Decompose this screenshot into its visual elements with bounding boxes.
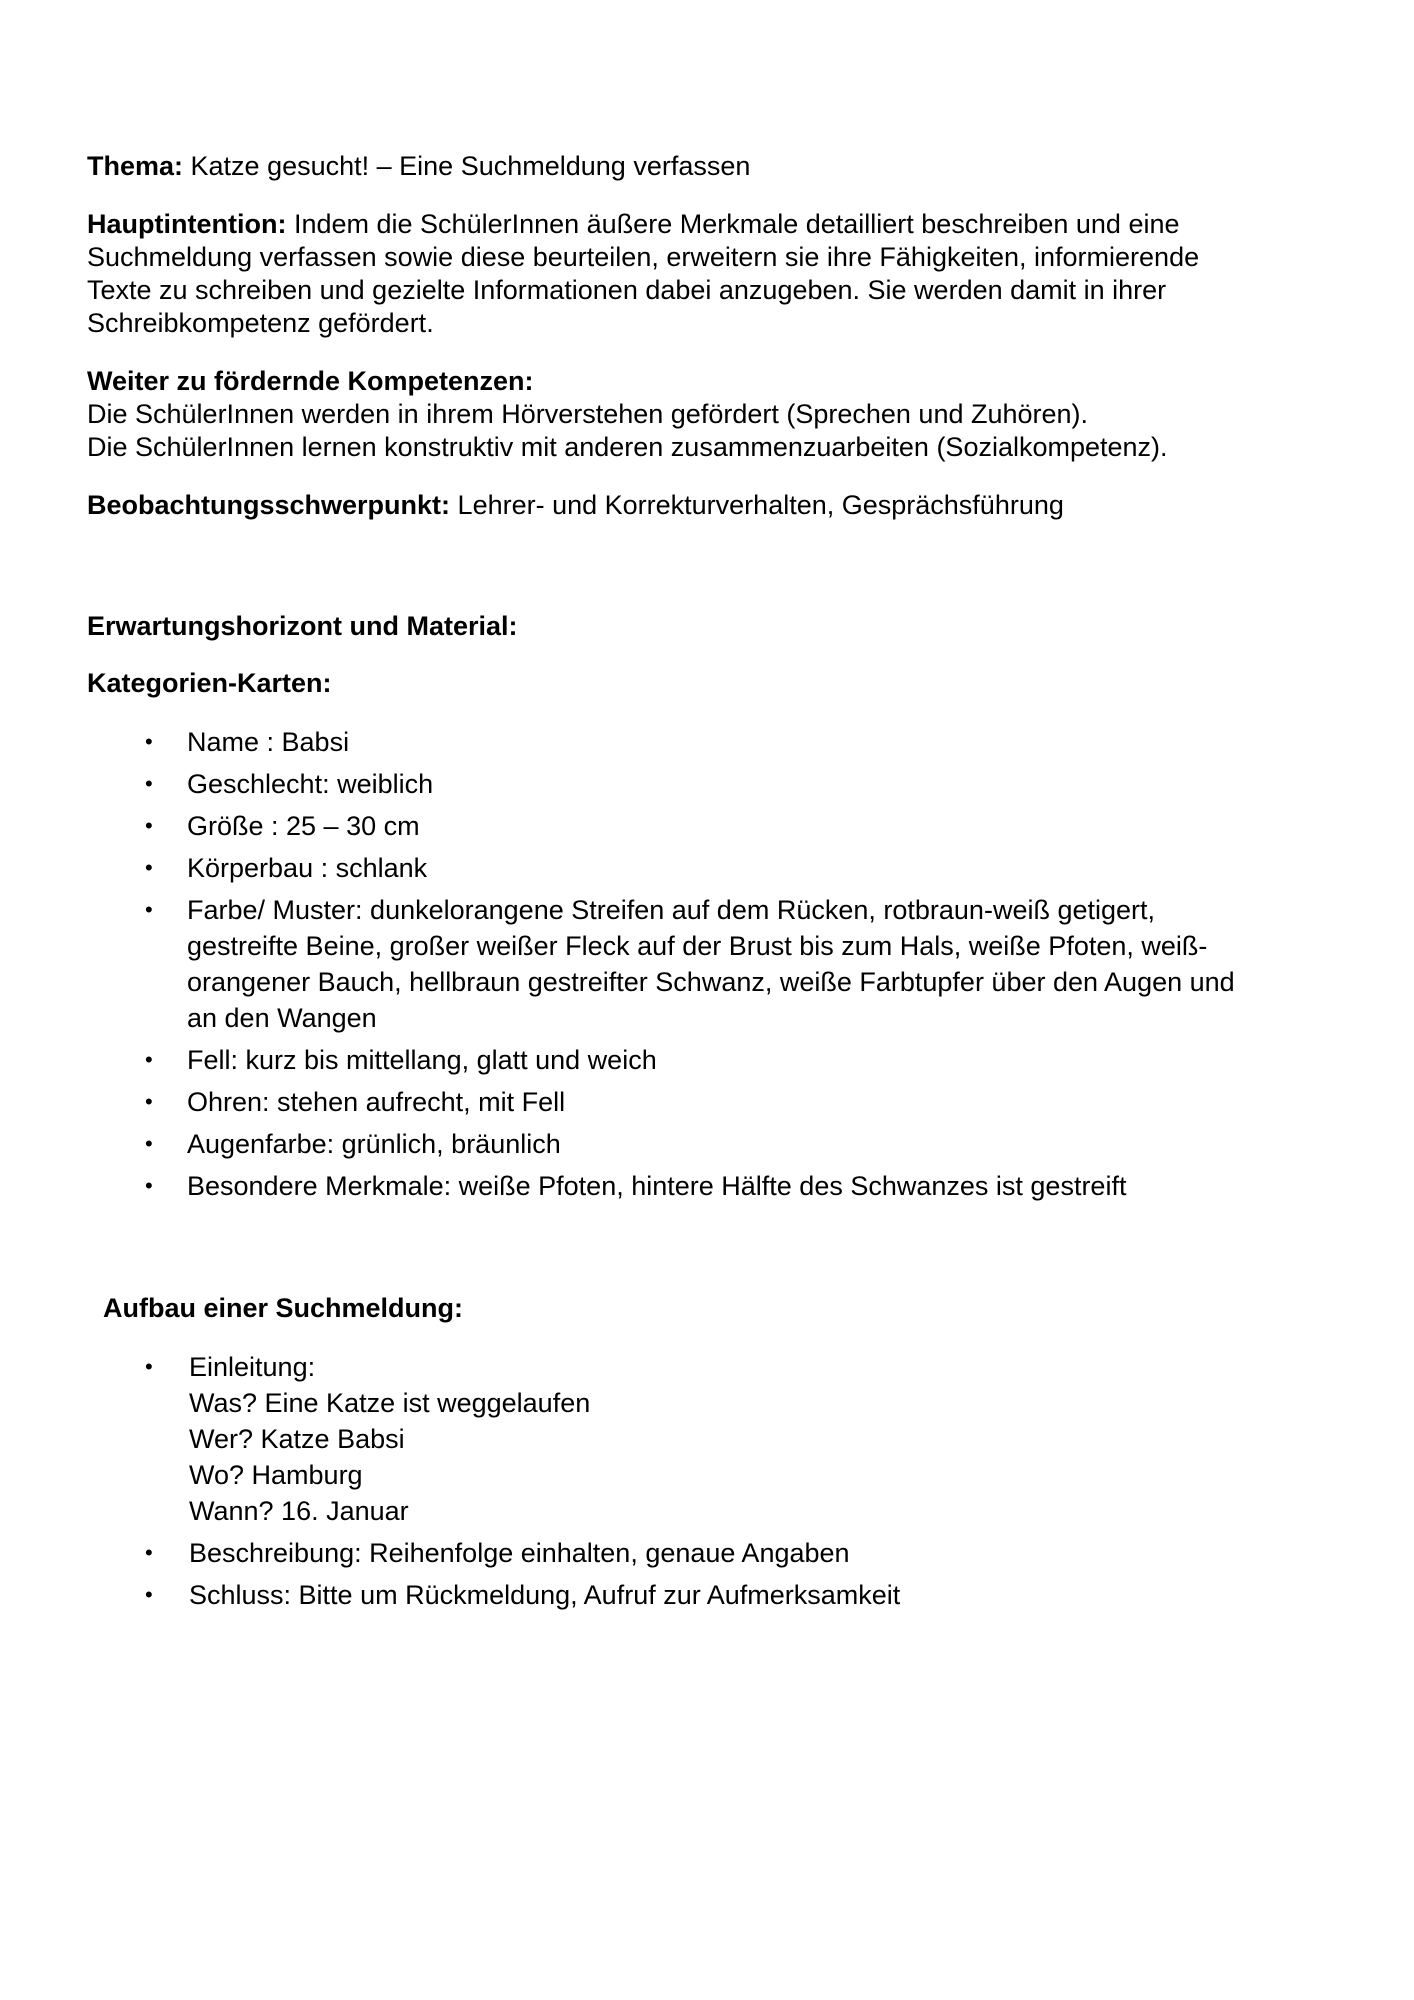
list-item	[87, 766, 1327, 802]
list-item-line: Farbe/ Muster: dunkelorangene Streifen auf dem Rücken, rotbraun-weiß getigert,	[187, 895, 1156, 925]
observation-label: Beobachtungsschwerpunkt:	[87, 490, 451, 520]
list-item-text: Größe : 25 – 30 cm	[187, 811, 420, 841]
list-item-line: Was? Eine Katze ist weggelaufen	[189, 1388, 591, 1418]
bullet-icon: •	[145, 897, 153, 922]
list-item-text: Name : Babsi	[187, 727, 350, 757]
bullet-icon: •	[145, 813, 153, 838]
bullet-icon: •	[145, 1047, 153, 1072]
observation-paragraph	[87, 489, 1327, 522]
bullet-icon: •	[145, 1540, 153, 1565]
list-item	[87, 850, 1327, 886]
bullet-icon: •	[145, 729, 153, 754]
list-item	[87, 1168, 1327, 1204]
list-item	[87, 1577, 1327, 1613]
list-item-text: Schluss: Bitte um Rückmeldung, Aufruf zur Aufmerksamkeit	[189, 1580, 901, 1610]
topic-label: Thema:	[87, 151, 184, 181]
intention-paragraph	[87, 208, 1327, 340]
list-item	[87, 1349, 1327, 1529]
list-item-text: Geschlecht: weiblich	[187, 769, 434, 799]
list-item-line: Wann? 16. Januar	[189, 1496, 409, 1526]
list-item-line: an den Wangen	[187, 1003, 377, 1033]
category-cards-list	[87, 724, 1327, 1204]
bullet-icon: •	[145, 771, 153, 796]
list-item	[87, 724, 1327, 760]
competencies-line: Die SchülerInnen werden in ihrem Hörverstehen gefördert (Sprechen und Zuhören).	[87, 399, 1089, 429]
bullet-icon: •	[145, 1354, 153, 1379]
expectation-heading: Erwartungshorizont und Material:	[87, 611, 518, 641]
list-item-text: Fell: kurz bis mittellang, glatt und weich	[187, 1045, 657, 1075]
category-cards-heading: Kategorien-Karten:	[87, 668, 332, 698]
observation-text: Lehrer- und Korrekturverhalten, Gesprächsführung	[450, 490, 1064, 520]
list-item-text: Körperbau : schlank	[187, 853, 428, 883]
document-page	[87, 150, 1327, 1619]
list-item-text: Beschreibung: Reihenfolge einhalten, genaue Angaben	[189, 1538, 850, 1568]
bullet-icon: •	[145, 1131, 153, 1156]
list-item-text: Besondere Merkmale: weiße Pfoten, hintere Hälfte des Schwanzes ist gestreift	[187, 1171, 1127, 1201]
intention-label: Hauptintention:	[87, 209, 287, 239]
list-item-text: Augenfarbe: grünlich, bräunlich	[187, 1129, 561, 1159]
competencies-label: Weiter zu fördernde Kompetenzen:	[87, 366, 534, 396]
list-item	[87, 808, 1327, 844]
list-item-text: Ohren: stehen aufrecht, mit Fell	[187, 1087, 566, 1117]
intention-line: Suchmeldung verfassen sowie diese beurteilen, erweitern sie ihre Fähigkeiten, informierende	[87, 242, 1200, 272]
topic-paragraph	[87, 150, 1327, 183]
list-item-line: Wer? Katze Babsi	[189, 1424, 405, 1454]
list-item-line: orangener Bauch, hellbraun gestreifter Schwanz, weiße Farbtupfer über den Augen und	[187, 967, 1235, 997]
intention-line: Texte zu schreiben und gezielte Informationen dabei anzugeben. Sie werden damit in ihrer	[87, 275, 1167, 305]
bullet-icon: •	[145, 855, 153, 880]
structure-heading: Aufbau einer Suchmeldung:	[103, 1293, 464, 1323]
list-item	[87, 1535, 1327, 1571]
list-item	[87, 1126, 1327, 1162]
list-item	[87, 1042, 1327, 1078]
topic-text: Katze gesucht! – Eine Suchmeldung verfassen	[183, 151, 751, 181]
list-item	[87, 1084, 1327, 1120]
bullet-icon: •	[145, 1173, 153, 1198]
intention-line: Schreibkompetenz gefördert.	[87, 308, 434, 338]
bullet-icon: •	[145, 1089, 153, 1114]
competencies-paragraph	[87, 365, 1327, 464]
list-item-line: gestreifte Beine, großer weißer Fleck auf der Brust bis zum Hals, weiße Pfoten, weiß-	[187, 931, 1208, 961]
intention-line: Indem die SchülerInnen äußere Merkmale detailliert beschreiben und eine	[286, 209, 1180, 239]
structure-list	[87, 1349, 1327, 1613]
list-item	[87, 892, 1327, 1036]
list-item-line: Wo? Hamburg	[189, 1460, 363, 1490]
list-item-line: Einleitung:	[189, 1352, 316, 1382]
competencies-line: Die SchülerInnen lernen konstruktiv mit anderen zusammenzuarbeiten (Sozialkompetenz).	[87, 432, 1168, 462]
bullet-icon: •	[145, 1582, 153, 1607]
